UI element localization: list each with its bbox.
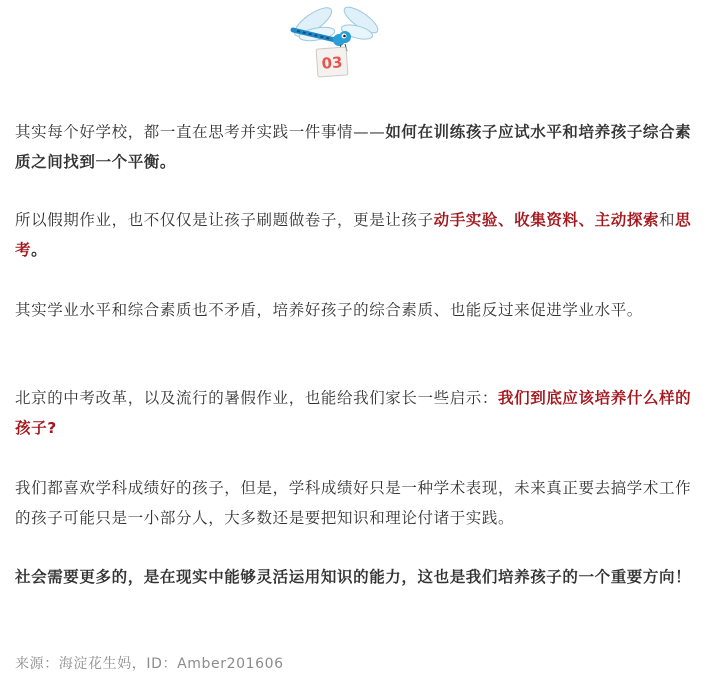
dragonfly-icon: [290, 4, 381, 51]
separator: 。: [31, 241, 48, 259]
paragraph-1: [15, 117, 695, 177]
paragraph-text: 其实学业水平和综合素质也不矛盾，培养好孩子的综合素质、也能反过来促进学业水平。: [15, 301, 643, 319]
source-line: 来源：海淀花生妈，ID：Amber201606: [15, 656, 284, 672]
badge-number: 03: [321, 53, 344, 73]
highlight-text: 动手实验: [433, 211, 499, 229]
separator: 和: [659, 211, 676, 229]
bold-text: 如何在训练孩子应试水平和培养孩子综合素质之间找到一个平衡。: [15, 123, 692, 171]
separator: 、: [578, 211, 595, 229]
paragraph-2: [15, 205, 695, 265]
highlight-text: 主动探索: [594, 211, 660, 229]
paragraph-5: [15, 473, 695, 533]
number-tag: [316, 47, 348, 77]
highlight-text: 收集资料: [514, 211, 579, 229]
paragraph-6: [15, 562, 695, 592]
paragraph-text: 北京的中考改革，以及流行的暑假作业，也能给我们家长一些启示：: [15, 389, 499, 407]
paragraph-4: [15, 383, 695, 443]
highlight-text: 我们到底应该培养什么样的孩子?: [15, 389, 692, 437]
paragraph-text: 其实每个好学校，都一直在思考并实践一件事情——: [15, 123, 386, 141]
paragraph-text: 所以假期作业，也不仅仅是让孩子刷题做卷子，更是让孩子: [15, 211, 434, 229]
paragraph-text: 我们都喜欢学科成绩好的孩子，但是，学科成绩好只是一种学术表现，未来真正要去搞学术工作的孩子可能只是一小部分人，大多数还是要把知识和理论付诸于实践。: [15, 479, 692, 527]
paragraph-3: [15, 295, 695, 325]
dragonfly-badge: [283, 4, 383, 82]
paragraph-text: 社会需要更多的，是在现实中能够灵活运用知识的能力，这也是我们培养孩子的一个重要方向！: [15, 568, 692, 586]
highlight-text: 思考: [15, 211, 692, 259]
separator: 、: [498, 211, 515, 229]
